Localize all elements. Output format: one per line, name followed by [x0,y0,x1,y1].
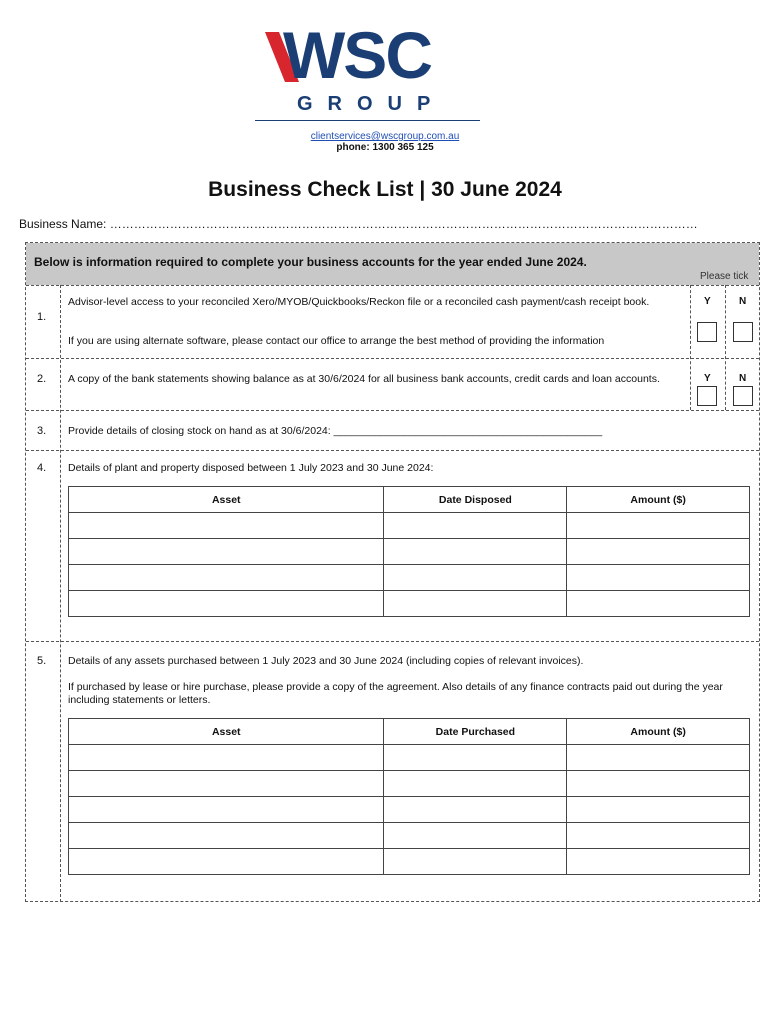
number-column-divider [60,285,61,902]
business-name-field[interactable]: Business Name: ………………………………………………………………………………………………………………………………… [19,217,698,231]
item-text: A copy of the bank statements showing balance as at 30/6/2024 for all business bank accounts, credit cards and loan accounts. [68,373,660,385]
table-cell[interactable] [384,849,567,875]
table-cell[interactable] [567,797,750,823]
row-divider [26,410,759,411]
page-title: Business Check List | 30 June 2024 [208,178,562,201]
table-cell[interactable] [384,823,567,849]
table-header: Asset [69,487,384,513]
item-note: If purchased by lease or hire purchase, please provide a copy of the agreement. Also details of any finance contracts paid out during the year including statements or letters. [68,681,723,706]
item-number: 1. [37,311,47,323]
logo-wordmark: WSC [283,18,431,92]
table-row [69,745,750,771]
item-number: 2. [37,373,47,385]
table-cell[interactable] [69,539,384,565]
email-link[interactable]: clientservices@wscgroup.com.au [310,131,460,142]
table-cell[interactable] [384,797,567,823]
table-header: Date Disposed [384,487,567,513]
checklist-header-text: Below is information required to complete your business accounts for the year ended June 2024. [34,255,587,269]
table-cell[interactable] [567,513,750,539]
row-divider [26,450,759,451]
table-row [69,513,750,539]
table-cell[interactable] [69,745,384,771]
item-1-yes-checkbox[interactable] [697,322,717,342]
table-cell[interactable] [69,591,384,617]
table-cell[interactable] [567,565,750,591]
table-cell[interactable] [384,771,567,797]
item-2-yes-checkbox[interactable] [697,386,717,406]
table-cell[interactable] [567,771,750,797]
table-cell[interactable] [384,565,567,591]
item-text: Advisor-level access to your reconciled Xero/MYOB/Quickbooks/Reckon file or a reconciled cash payment/cash receipt book. [68,296,650,308]
table-cell[interactable] [567,849,750,875]
table-cell[interactable] [384,745,567,771]
table-row [69,823,750,849]
table-row [69,849,750,875]
table-cell[interactable] [384,513,567,539]
table-row [69,797,750,823]
no-column-divider [725,285,726,410]
no-label: N [739,373,747,384]
item-text: Details of any assets purchased between 1 July 2023 and 30 June 2024 (including copies of relevant invoices). [68,655,584,667]
purchased-assets-table [68,718,750,875]
table-header: Amount ($) [567,719,750,745]
table-cell[interactable] [69,797,384,823]
table-row [69,771,750,797]
yes-column-divider [690,285,691,410]
logo-group-text: GROUP [297,93,446,115]
table-header: Date Purchased [384,719,567,745]
table-cell[interactable] [69,771,384,797]
table-row [69,565,750,591]
table-cell[interactable] [567,745,750,771]
table-cell[interactable] [69,823,384,849]
table-cell[interactable] [69,565,384,591]
yes-label: Y [704,296,711,307]
table-header: Amount ($) [567,487,750,513]
item-text: Provide details of closing stock on hand as at 30/6/2024: ______________________________________________ [68,425,603,437]
phone-number: phone: 1300 365 125 [336,142,434,153]
table-header: Asset [69,719,384,745]
item-1-no-checkbox[interactable] [733,322,753,342]
item-2-no-checkbox[interactable] [733,386,753,406]
table-row [69,591,750,617]
no-label: N [739,296,747,307]
item-note: If you are using alternate software, please contact our office to arrange the best method of providing the information [68,335,605,347]
table-cell[interactable] [567,539,750,565]
wsc-group-logo [255,20,480,122]
table-cell[interactable] [567,591,750,617]
yes-label: Y [704,373,711,384]
item-number: 5. [37,655,47,667]
disposed-assets-table [68,486,750,617]
item-text: Details of plant and property disposed between 1 July 2023 and 30 June 2024: [68,462,434,474]
table-row [69,539,750,565]
table-cell[interactable] [384,591,567,617]
logo-rule [255,120,480,121]
row-divider [26,358,759,359]
please-tick-label: Please tick [700,271,749,282]
table-cell[interactable] [384,539,567,565]
item-number: 4. [37,462,47,474]
row-divider [26,641,759,642]
table-cell[interactable] [69,849,384,875]
row-divider [26,285,759,286]
table-cell[interactable] [69,513,384,539]
table-cell[interactable] [567,823,750,849]
item-number: 3. [37,425,47,437]
